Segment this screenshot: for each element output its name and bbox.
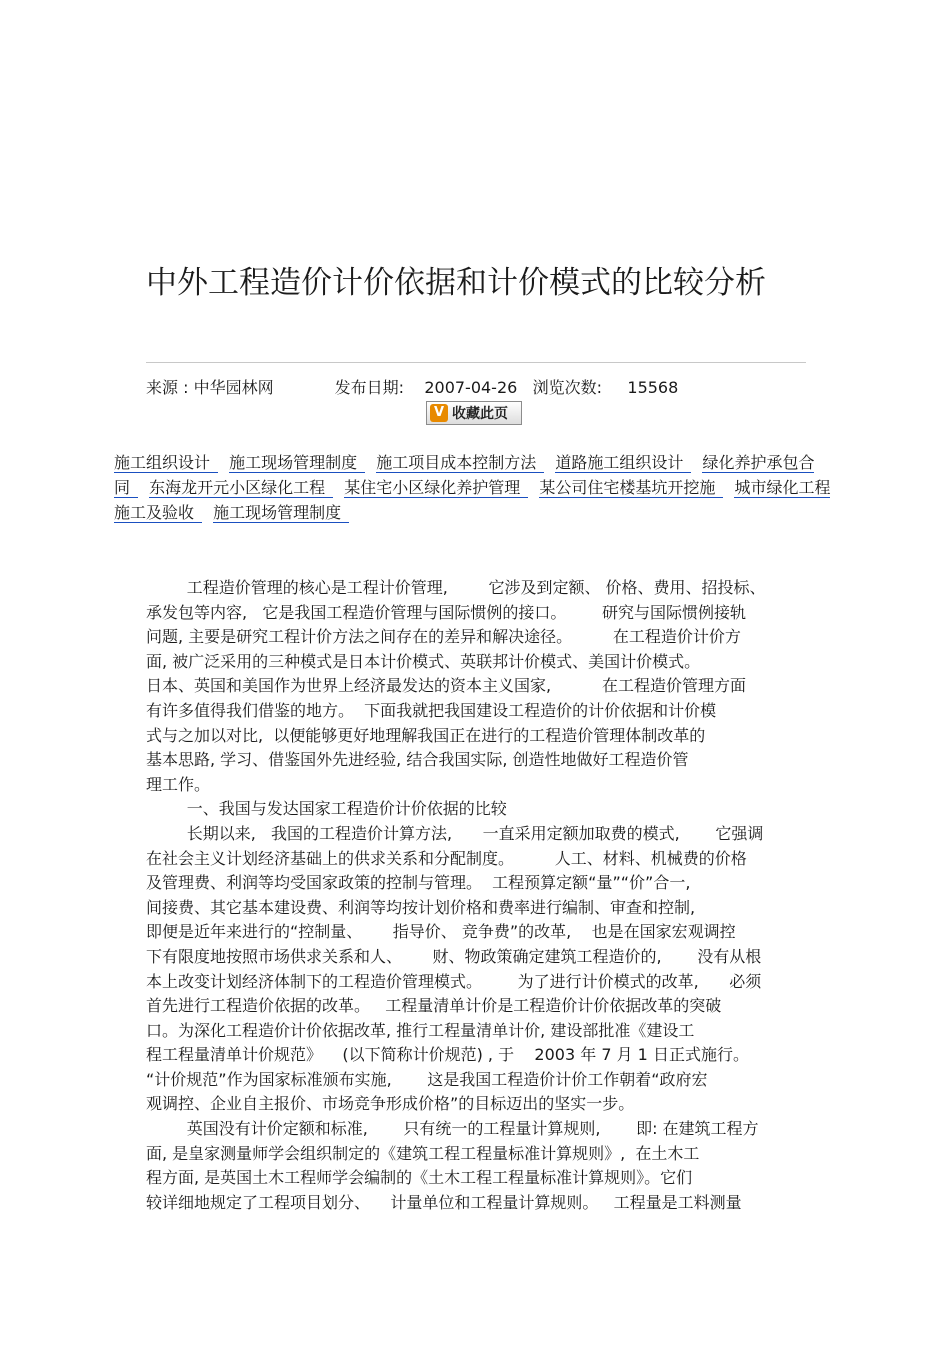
- bookmark-label: 收藏此页: [452, 406, 508, 422]
- body-line: 长期以来, 我国的工程造价计算方法, 一直采用定额加取费的模式, 它强调: [146, 823, 764, 843]
- body-line: 下有限度地按照市场供求关系和人、 财、物政策确定建筑工程造价的, 没有从根: [146, 946, 762, 966]
- body-line: 式与之加以对比, 以便能够更好地理解我国正在进行的工程造价管理体制改革的: [146, 725, 706, 745]
- article-meta: 来源 : 中华园林网 发布日期: 2007-04-26 浏览次数: 15568: [146, 378, 679, 397]
- body-line: 程方面, 是英国土木工程师学会编制的《土木工程工程量标准计算规则》。它们: [146, 1168, 693, 1188]
- related-link[interactable]: 施工项目成本控制方法: [376, 453, 544, 473]
- body-line: 基本思路, 学习、借鉴国外先进经验, 结合我国实际, 创造性地做好工程造价管: [146, 750, 689, 770]
- body-line: 程工程量清单计价规范》 (以下简称计价规范) , 于 2003 年 7 月 1 日正式施行。: [146, 1045, 749, 1065]
- body-line: “计价规范”作为国家标准颁布实施, 这是我国工程造价计价工作朝着“政府宏: [146, 1069, 708, 1089]
- body-line: 首先进行工程造价依据的改革。 工程量清单计价是工程造价计价依据改革的突破: [146, 996, 722, 1016]
- related-links: [114, 450, 838, 525]
- bookmark-button[interactable]: [426, 401, 522, 425]
- body-line: 一、我国与发达国家工程造价计价依据的比较: [146, 799, 507, 819]
- related-link[interactable]: 绿化养护承包合同: [114, 453, 815, 497]
- body-line: 观调控、企业自主报价、市场竞争形成价格”的目标迈出的坚实一步。: [146, 1094, 635, 1114]
- body-line: 问题, 主要是研究工程计价方法之间存在的差异和解决途径。 在工程造价计价方: [146, 627, 741, 647]
- related-link[interactable]: 东海龙开元小区绿化工程: [149, 478, 333, 498]
- body-line: 工程造价管理的核心是工程计价管理, 它涉及到定额、 价格、费用、招投标、: [146, 578, 766, 597]
- related-link[interactable]: 道路施工组织设计: [555, 453, 691, 473]
- body-line: 即便是近年来进行的“控制量、 指导价、 竞争费”的改革, 也是在国家宏观调控: [146, 922, 736, 942]
- body-line: 较详细地规定了工程项目划分、 计量单位和工程量计算规则。 工程量是工料测量: [146, 1192, 742, 1212]
- related-link[interactable]: 某公司住宅楼基坑开挖施: [539, 478, 723, 498]
- related-link[interactable]: 施工组织设计: [114, 453, 218, 473]
- body-line: 在社会主义计划经济基础上的供求关系和分配制度。 人工、材料、机械费的价格: [146, 848, 747, 868]
- body-line: 口。为深化工程造价计价依据改革, 推行工程量清单计价, 建设部批准《建设工: [146, 1020, 695, 1040]
- body-line: 日本、英国和美国作为世界上经济最发达的资本主义国家, 在工程造价管理方面: [146, 676, 746, 696]
- related-link[interactable]: 某住宅小区绿化养护管理: [344, 478, 528, 498]
- body-line: 有许多值得我们借鉴的地方。 下面我就把我国建设工程造价的计价依据和计价模: [146, 700, 717, 720]
- body-line: 英国没有计价定额和标准, 只有统一的工程量计算规则, 即: 在建筑工程方: [146, 1119, 759, 1139]
- related-link[interactable]: 城市绿化工程施工及验收: [114, 478, 831, 522]
- article-body: [146, 576, 808, 1215]
- body-line: 面, 是皇家测量师学会组织制定的《建筑工程工程量标准计算规则》, 在土木工: [146, 1143, 700, 1163]
- article-title: 中外工程造价计价依据和计价模式的比较分析: [146, 265, 766, 301]
- body-line: 本上改变计划经济体制下的工程造价管理模式。 为了进行计价模式的改革, 必须: [146, 971, 762, 991]
- body-line: 及管理费、利润等均受国家政策的控制与管理。 工程预算定额“量”“价”合一,: [146, 873, 691, 893]
- bookmark-icon: V: [430, 404, 448, 422]
- body-line: 承发包等内容, 它是我国工程造价管理与国际惯例的接口。 研究与国际惯例接轨: [146, 602, 746, 622]
- body-line: 间接费、其它基本建设费、利润等均按计划价格和费率进行编制、审查和控制,: [146, 897, 696, 917]
- body-line: 理工作。: [146, 774, 211, 794]
- related-link[interactable]: 施工现场管理制度: [213, 503, 349, 523]
- related-link[interactable]: 施工现场管理制度: [229, 453, 365, 473]
- body-line: 面, 被广泛采用的三种模式是日本计价模式、英联邦计价模式、美国计价模式。: [146, 651, 701, 671]
- title-divider: [146, 362, 806, 363]
